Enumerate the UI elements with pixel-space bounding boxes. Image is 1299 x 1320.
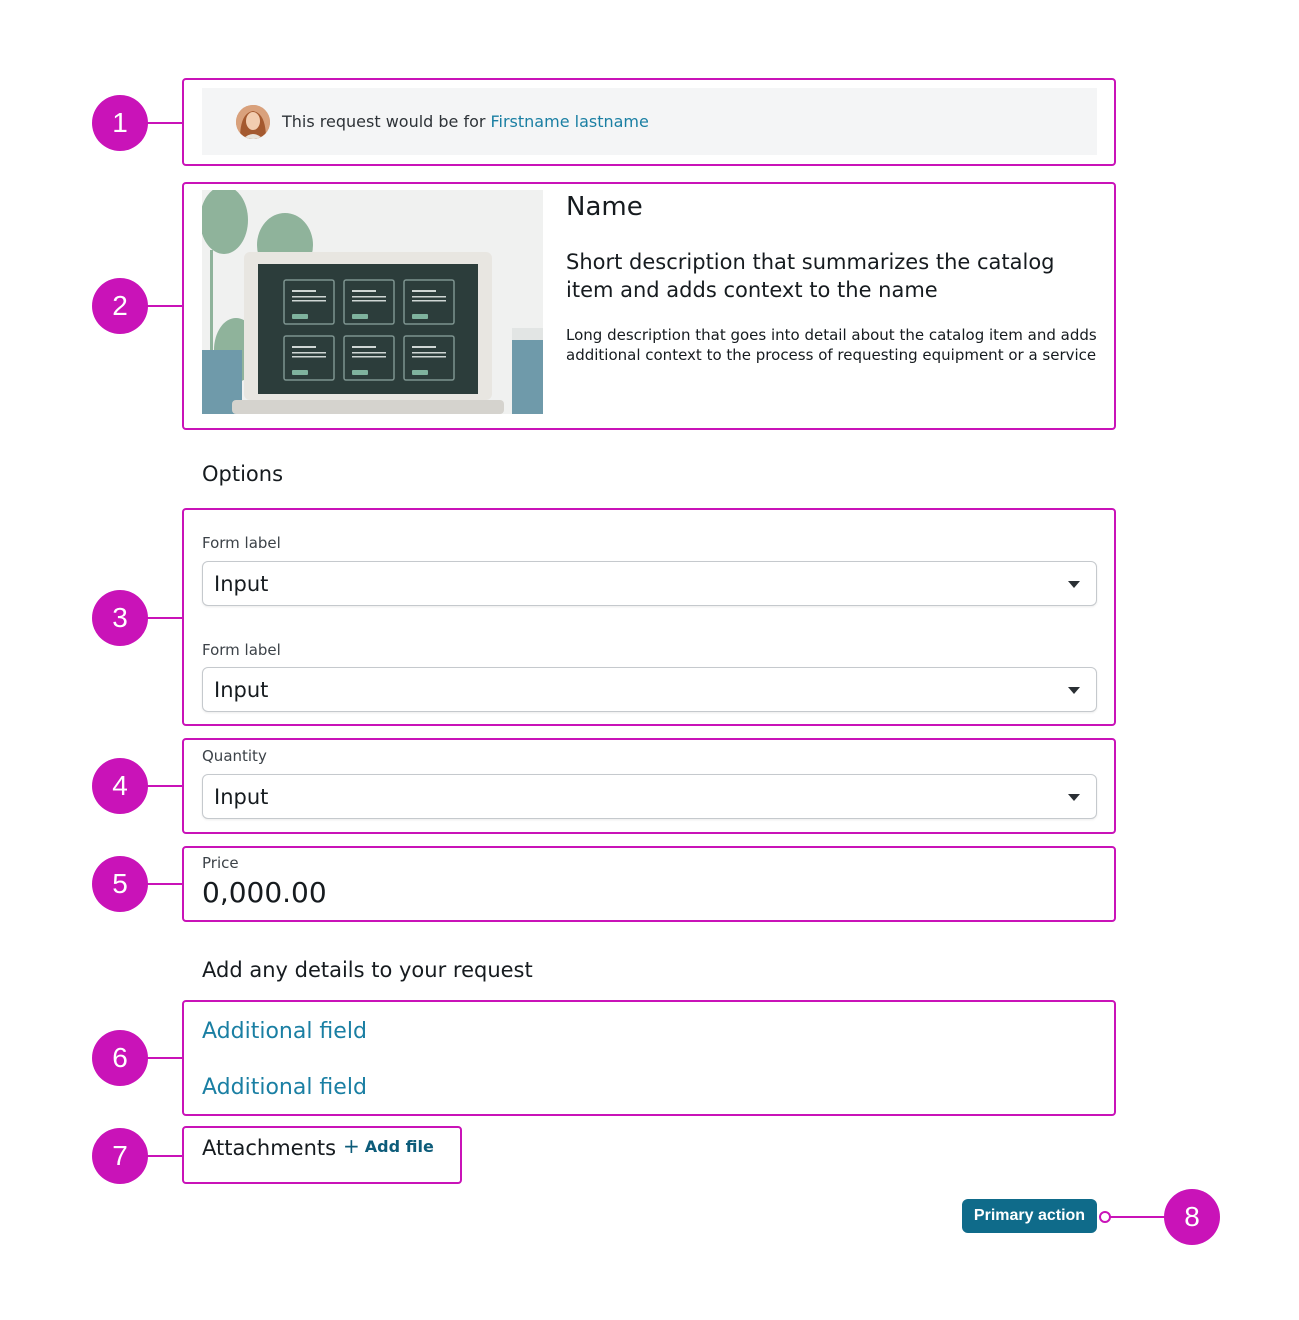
annotation-leader-5 [146,883,182,885]
catalog-item-long-description: Long description that goes into detail about the catalog item and adds additional context to the process of requesting equipment or a service [566,326,1097,364]
plus-icon: + [343,1134,360,1158]
price-label: Price [202,854,239,872]
annotation-connector-dot [1099,1211,1111,1223]
requester-banner [202,88,1097,155]
price-value: 0,000.00 [202,876,327,909]
annotation-marker-4: 4 [92,758,148,814]
quantity-label: Quantity [202,747,267,765]
requester-name-link[interactable]: Firstname lastname [490,112,649,131]
annotation-leader-7 [146,1155,182,1157]
annotation-leader-6 [146,1057,182,1059]
quantity-select-value: Input [214,784,269,809]
requester-text: This request would be for Firstname lastname [282,112,649,131]
form-label-2: Form label [202,641,281,659]
additional-field-link-1[interactable]: Additional field [202,1019,367,1044]
options-heading: Options [202,462,284,486]
attachments-label: Attachments [202,1136,337,1160]
catalog-item-image [202,190,543,414]
chevron-down-icon [1068,687,1080,694]
chevron-down-icon [1068,794,1080,801]
primary-action-button[interactable]: Primary action [962,1199,1097,1233]
avatar [236,105,270,139]
annotation-leader-2 [146,305,182,307]
annotation-leader-1 [146,122,182,124]
annotation-marker-6: 6 [92,1030,148,1086]
form-label-1: Form label [202,534,281,552]
annotation-marker-5: 5 [92,856,148,912]
additional-field-link-2[interactable]: Additional field [202,1075,367,1100]
annotation-marker-7: 7 [92,1128,148,1184]
form-select-2[interactable] [202,667,1097,712]
add-file-label: Add file [364,1136,434,1156]
catalog-item-name: Name [566,192,643,222]
catalog-item-short-description: Short description that summarizes the catalog item and adds context to the name [566,250,1055,302]
annotation-leader-4 [146,785,182,787]
annotation-marker-8: 8 [1164,1189,1220,1245]
form-select-1[interactable] [202,561,1097,606]
form-select-2-value: Input [214,677,269,702]
quantity-select[interactable] [202,774,1097,819]
annotation-leader-8 [1106,1216,1166,1218]
details-heading: Add any details to your request [202,958,533,982]
annotation-leader-3 [146,617,182,619]
annotation-marker-2: 2 [92,278,148,334]
add-file-button[interactable] [343,1136,434,1156]
annotation-marker-1: 1 [92,95,148,151]
chevron-down-icon [1068,581,1080,588]
annotation-marker-3: 3 [92,590,148,646]
form-select-1-value: Input [214,571,269,596]
